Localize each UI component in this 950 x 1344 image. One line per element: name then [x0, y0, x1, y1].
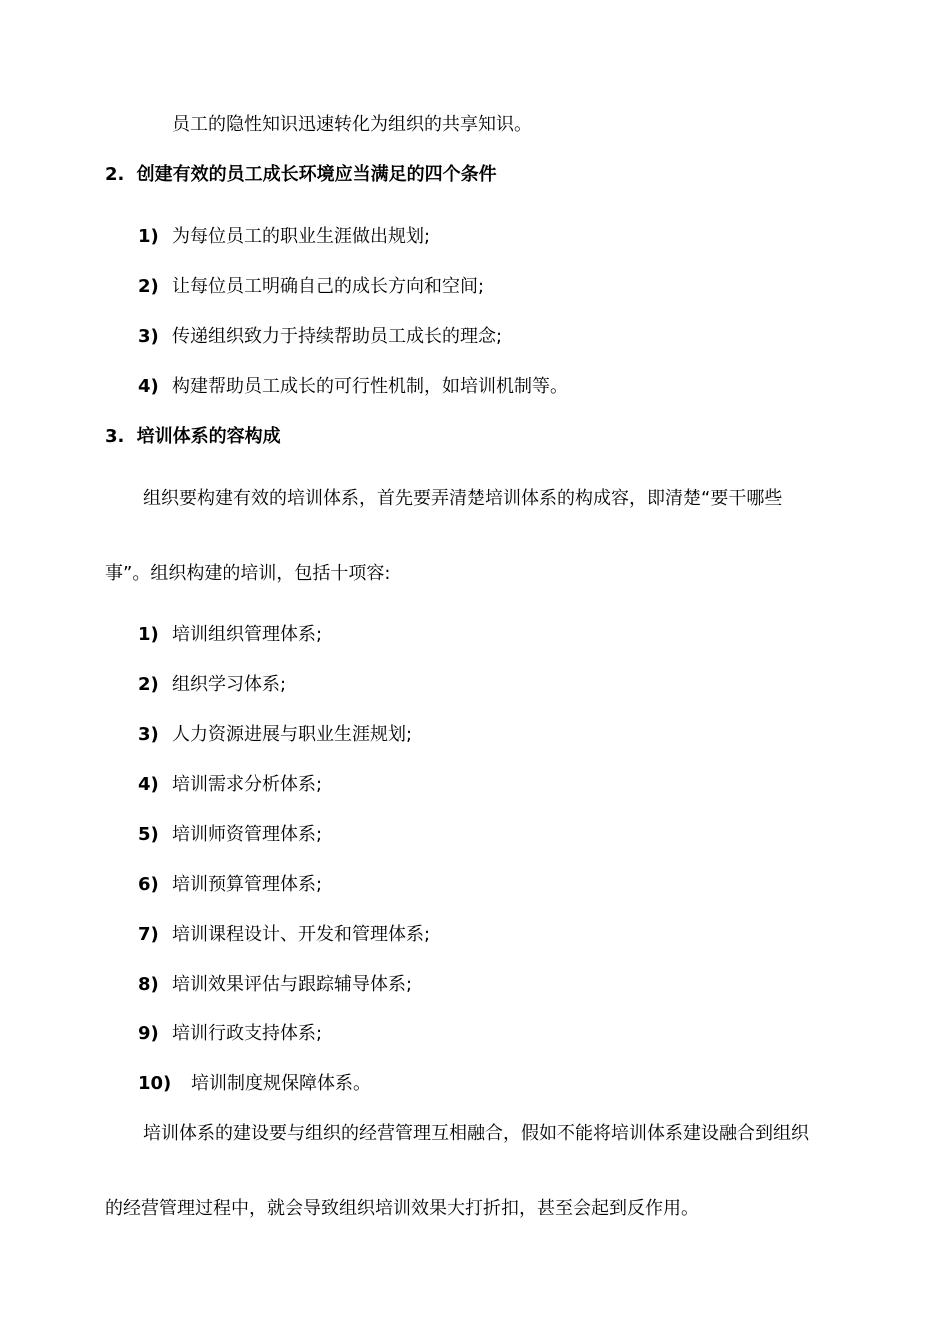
item-text: 培训组织管理体系;	[172, 624, 323, 645]
section-3-item-2	[138, 673, 286, 697]
item-number: 3)	[138, 724, 159, 745]
item-number: 4)	[138, 376, 159, 397]
item-number: 2)	[138, 276, 159, 297]
item-number: 3)	[138, 326, 159, 347]
item-text: 传递组织致力于持续帮助员工成长的理念;	[172, 326, 503, 347]
section-3-paragraph-1-line-1: 组织要构建有效的培训体系，首先要弄清楚培训体系的构成容，即清楚“要干哪些	[143, 488, 783, 509]
section-3-item-7	[138, 923, 430, 947]
item-number: 5)	[138, 824, 159, 845]
section-3-heading	[105, 425, 281, 449]
item-number: 2)	[138, 674, 159, 695]
section-3-paragraph-2-line-2: 的经营管理过程中，就会导致组织培训效果大打折扣，甚至会起到反作用。	[105, 1198, 699, 1219]
section-3-item-1	[138, 623, 322, 647]
section-2-item-1	[138, 225, 430, 249]
intro-line: 员工的隐性知识迅速转化为组织的共享知识。	[172, 114, 532, 135]
item-number: 1)	[138, 226, 159, 247]
item-text: 组织学习体系;	[172, 674, 287, 695]
section-3-paragraph-2-line-1: 培训体系的建设要与组织的经营管理互相融合，假如不能将培训体系建设融合到组织	[143, 1123, 809, 1144]
section-3-item-4	[138, 773, 322, 797]
item-text: 培训需求分析体系;	[172, 774, 323, 795]
section-2-heading	[105, 163, 497, 187]
section-2-title: 创建有效的员工成长环境应当满足的四个条件	[136, 164, 497, 185]
item-text: 让每位员工明确自己的成长方向和空间;	[172, 276, 485, 297]
section-3-item-9	[138, 1022, 322, 1046]
item-text: 培训制度规保障体系。	[191, 1073, 371, 1094]
item-text: 构建帮助员工成长的可行性机制，如培训机制等。	[172, 376, 568, 397]
section-3-title: 培训体系的容构成	[136, 426, 281, 447]
item-text: 培训行政支持体系;	[172, 1023, 323, 1044]
section-3-item-5	[138, 823, 322, 847]
section-2-item-4	[138, 375, 568, 399]
item-number: 9)	[138, 1023, 159, 1044]
section-3-item-6	[138, 873, 322, 897]
item-number: 8)	[138, 974, 159, 995]
section-3-number: 3.	[105, 426, 125, 447]
item-text: 培训师资管理体系;	[172, 824, 323, 845]
section-2-item-3	[138, 325, 502, 349]
item-number: 10)	[138, 1073, 172, 1094]
section-3-item-10	[138, 1072, 371, 1096]
item-number: 6)	[138, 874, 159, 895]
item-text: 为每位员工的职业生涯做出规划;	[172, 226, 431, 247]
item-text: 培训预算管理体系;	[172, 874, 323, 895]
section-3-item-3	[138, 723, 412, 747]
section-2-item-2	[138, 275, 484, 299]
section-2-number: 2.	[105, 164, 125, 185]
item-number: 7)	[138, 924, 159, 945]
section-3-paragraph-1-line-2: 事”。组织构建的培训，包括十项容:	[105, 563, 391, 584]
item-number: 1)	[138, 624, 159, 645]
section-3-item-8	[138, 973, 412, 997]
item-number: 4)	[138, 774, 159, 795]
item-text: 人力资源进展与职业生涯规划;	[172, 724, 413, 745]
item-text: 培训课程设计、开发和管理体系;	[172, 924, 431, 945]
item-text: 培训效果评估与跟踪辅导体系;	[172, 974, 413, 995]
